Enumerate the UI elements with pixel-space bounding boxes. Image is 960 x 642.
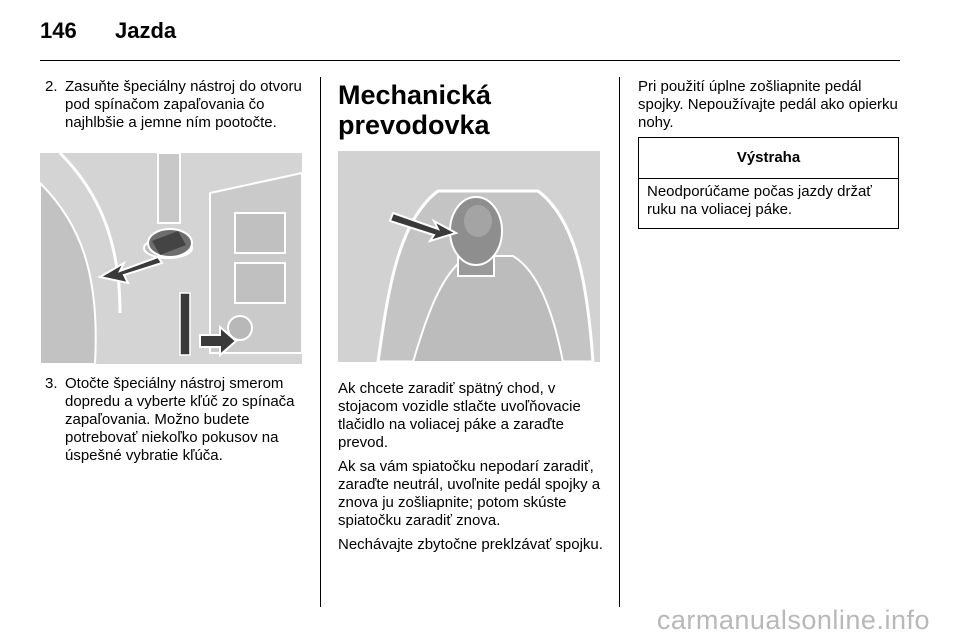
step-3-text: Otočte špeciálny nástroj smerom dopredu a vyberte kľúč zo spínača zapaľovania. Možno budete potrebovať niekoľko pokusov na úspešné vybratie kľúča.	[65, 375, 295, 464]
column-2-heading	[338, 80, 603, 140]
header-rule	[40, 60, 900, 61]
chapter-title: Jazda	[115, 18, 177, 43]
ignition-key-removal-illustration	[40, 153, 302, 364]
page-number: 146	[40, 18, 77, 43]
column-2-body	[338, 380, 603, 554]
section-title-line-1: Mechanická	[338, 80, 492, 110]
ignition-illustration-svg	[40, 153, 302, 364]
warning-box	[638, 137, 899, 229]
column-3	[638, 78, 900, 132]
column-divider-right	[619, 77, 620, 607]
paragraph-clutch-slip: Nechávajte zbytočne preklzávať spojku.	[338, 536, 603, 553]
column-1-continued	[40, 375, 305, 465]
watermark: carmanualsonline.info	[656, 605, 930, 635]
step-3	[40, 375, 305, 465]
column-divider-left	[320, 77, 321, 607]
column-1	[40, 78, 305, 132]
paragraph-reverse-gear: Ak chcete zaradiť spätný chod, v stojacom vozidle stlačte uvoľňovacie tlačidlo na voliacej páke a zaraďte prevod.	[338, 380, 581, 451]
step-2-text: Zasuňte špeciálny nástroj do otvoru pod spínačom zapaľovania čo najhlbšie a jemne ním pootočte.	[65, 78, 302, 131]
paragraph-reverse-retry: Ak sa vám spiatočku nepodarí zaradiť, zaraďte neutrál, uvoľnite pedál spojky a znova ju zošliapnite; potom skúste spiatočku zaradiť znova.	[338, 458, 601, 529]
section-title-line-2: prevodovka	[338, 110, 490, 140]
step-3-number: 3.	[45, 375, 58, 392]
step-2	[40, 78, 305, 132]
warning-title: Výstraha	[639, 138, 898, 179]
warning-text: Neodporúčame počas jazdy držať ruku na voliacej páke.	[647, 183, 872, 218]
gear-lever-svg	[338, 151, 600, 362]
paragraph-clutch-use: Pri použití úplne zošliapnite pedál spojky. Nepoužívajte pedál ako opierku nohy.	[638, 78, 898, 131]
step-2-number: 2.	[45, 78, 58, 95]
gear-lever-illustration	[338, 151, 600, 362]
